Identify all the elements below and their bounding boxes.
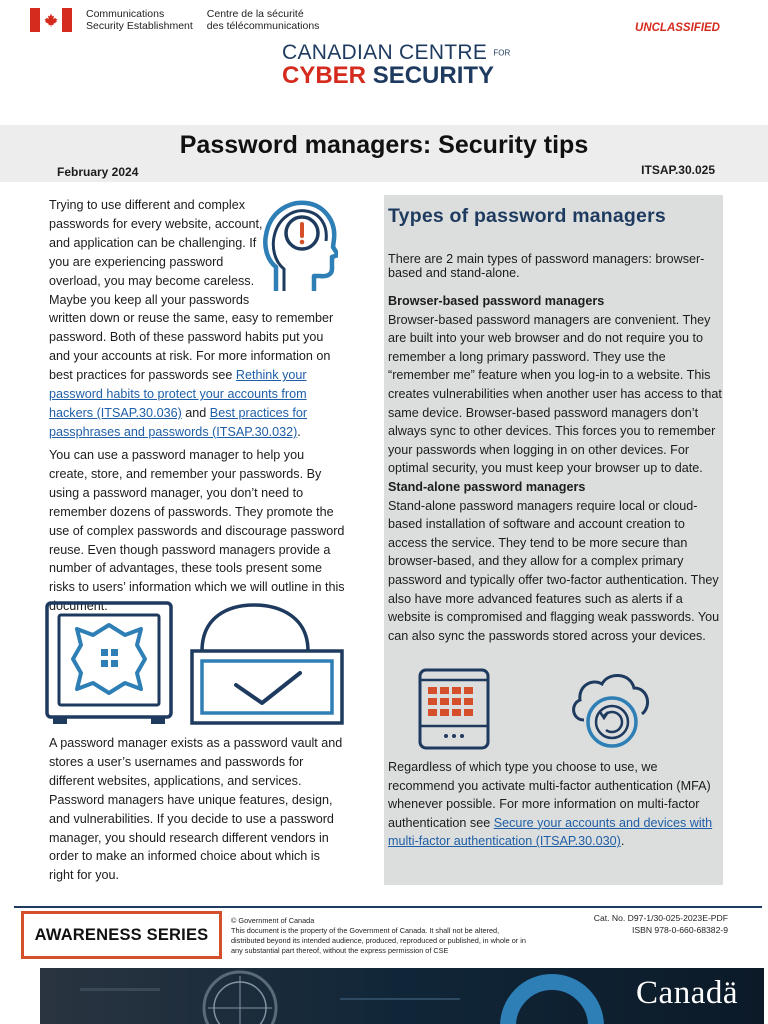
footer-rule xyxy=(14,906,762,908)
catalogue-info: Cat. No. D97-1/30-025-2023E-PDF ISBN 978-0-660-68382-9 xyxy=(593,913,728,935)
types-heading: Types of password managers xyxy=(388,205,666,227)
link-mfa-guide[interactable]: Secure your accounts and devices with multi-factor authentication (ITSAP.30.030) xyxy=(388,815,713,849)
page-title: Password managers: Security tips xyxy=(179,131,589,159)
vault-icon xyxy=(45,601,173,725)
document-number: ITSAP.30.025 xyxy=(641,163,715,177)
stand-alone-text: Stand-alone password managers require local or cloud-based installation of software and account creation to access the service. They tend to be more secure than browser-based, and they allow for a complex primary password and typically offer two-factor authentication. They also have more advanced features such as alerts if a website is compromised and flagging weak passwords. You can also sync the passwords stored across your devices. xyxy=(388,498,720,643)
awareness-series-badge: AWARENESS SERIES xyxy=(21,911,222,959)
mfa-recommendation: Regardless of which type you choose to use, we recommend you activate multi-factor authentication (MFA) whenever possible. For more information on multi-factor authentication see Secure your accounts and devices with multi-factor authentication (ITSAP.30.030). xyxy=(388,760,713,849)
classification-label: UNCLASSIFIED xyxy=(635,22,720,34)
types-intro: There are 2 main types of password managers: browser-based and stand-alone. xyxy=(388,252,705,280)
canada-wordmark: Canadä xyxy=(636,975,738,1011)
cloud-sync-icon xyxy=(568,670,652,750)
intro-paragraph: Trying to use different and complex passwords for every website, account, and application can be challenging. If you are experiencing password overload, you may become careless. Maybe you keep all your passwords written down or reuse the same, easy to remember password. Both of these password habits put you and your accounts at risk. For more information on best practices for passwords see Rethink your password habits to protect your accounts from hackers (ITSAP.30.036) and Best practices for passphrases and passwords (ITSAP.30.032). xyxy=(49,198,334,439)
password-manager-paragraph: You can use a password manager to help you create, store, and remember your passwords. By using a password manager, you don’t need to remember dozens of passwords. They promote the use of complex passwords and discourage password reuse. Even though password managers provide a number of advantages, these tools present some risks to users’ information which we will outline in this document. xyxy=(49,448,345,614)
link-rethink-password-habits[interactable]: Rethink your password habits to protect your accounts from hackers (ITSAP.30.036) xyxy=(49,368,307,420)
browser-based-heading: Browser-based password managers xyxy=(388,294,605,308)
gov-name-fr: Centre de la sécurité des télécommunications xyxy=(206,8,320,32)
secure-screen-checkmark-icon xyxy=(188,603,348,725)
browser-based-text: Browser-based password managers are convenient. They are built into your web browser and do not require you to remember a long primary password. They use the “remember me” feature when you log-in to a website. This creates vulnerabilities when another user has access to that same device. Browser-based password managers don’t always sync to other devices. This forces you to remember your passwords when logging in on other devices. For optimal security, you must keep your browser up to date. xyxy=(388,312,722,476)
head-alert-icon xyxy=(262,197,338,295)
government-signature xyxy=(30,8,319,38)
gov-name-en: Communications Security Establishment xyxy=(86,8,193,32)
password-vault-paragraph: A password manager exists as a password vault and stores a user’s usernames and passwords for different websites, applications, and services. Password managers have unique features, design, and vulnerabilities. If you decide to use a password manager, you should research different vendors in order to make an informed choice about which is right for you. xyxy=(49,736,343,883)
publication-date: February 2024 xyxy=(57,165,139,179)
types-body xyxy=(388,292,722,645)
tablet-keypad-icon xyxy=(418,668,490,750)
link-best-practices-passphrases[interactable]: Best practices for passphrases and passwords (ITSAP.30.032) xyxy=(49,405,308,439)
canada-flag-icon xyxy=(30,8,72,32)
copyright-notice: © Government of Canada This document is the property of the Government of Canada. It shall not be altered, distributed beyond its intended audience, produced, reproduced or published, in whole or in any substantial part thereof, without the express permission of CSE xyxy=(231,916,526,955)
stand-alone-heading: Stand-alone password managers xyxy=(388,479,586,494)
cyber-centre-logo: CANADIAN CENTRE FOR CYBER SECURITY xyxy=(282,41,511,90)
